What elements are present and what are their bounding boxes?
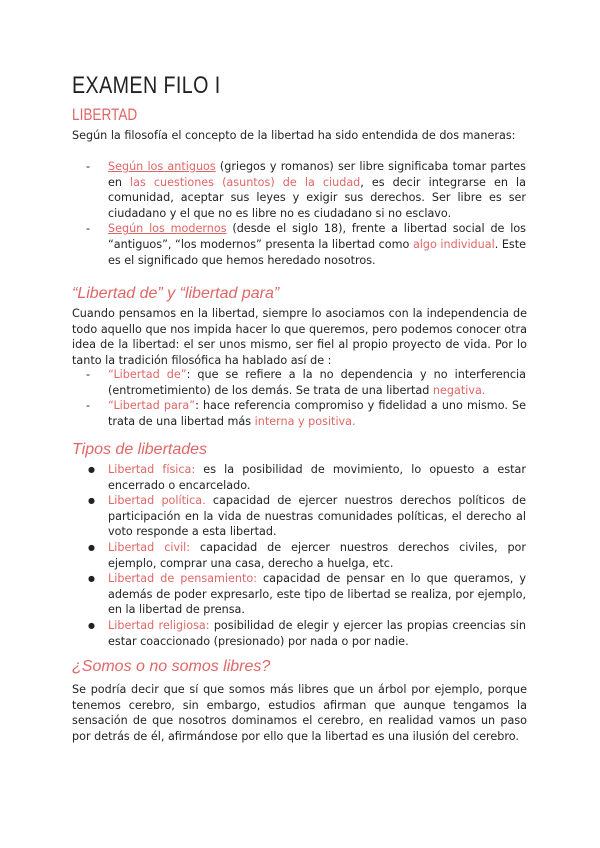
highlight: interna y positiva. [254,414,356,428]
section-heading-tipos: Tipos de libertades [72,441,208,458]
list-item: ● Libertad civil: capacidad de ejercer nuestros derechos civiles, por ejemplo, comprar una casa, derecho a huelga, etc. [108,540,526,571]
term-label: Libertad de pensamiento: [108,572,258,586]
highlight: algo individual [412,237,495,251]
list-item: ● Libertad política. capacidad de ejercer nuestros derechos políticos de participación en la vida de nuestras comunidades políticas, el derecho al voto responde a esta libertad. [108,493,526,540]
list-item: - Según los modernos (desde el siglo 18), frente a libertad social de los “antiguos”, “los modernos” presenta la libertad como algo individual. Este es el significado que hemos heredado nosotros. [108,221,526,268]
list-item: - Según los antiguos (griegos y romanos) ser libre significaba tomar partes en las cuestiones (asuntos) de la ciudad, es decir integrarse en la comunidad, aceptar sus leyes y exigir sus derechos. Ser libre es ser ciudadano y el que no es libre no es ciudadano si no esclavo. [108,159,526,221]
libertad-de-para-paragraph: Cuando pensamos en la libertad, siempre lo asociamos con la independencia de todo aquello que nos impida hacer lo que queremos, pero podemos conocer otra idea de la libertad: el ser unos mismo, ser fiel al propio proyecto de vida. Por lo tanto la tradición filosófica ha hablado así de : [72,307,527,367]
highlight: negativa. [432,383,486,397]
term-label: “Libertad de” [108,368,187,381]
somos-libres-paragraph: Se podría decir que sí que somos más libres que un árbol por ejemplo, porque tenemos cerebro, sin embargo, estudios afirman que aunque tengamos la sensación de que nosotros dominamos el cerebro, en realidad vamos un paso por detrás de él, afirmándose por ello que la libertad es una ilusión del cerebro. [72,683,527,743]
intro-paragraph: Según la filosofía el concepto de la libertad ha sido entendida de dos maneras: [72,129,516,142]
term-label: Libertad civil: [108,540,191,554]
inline-link: Según los antiguos [108,160,216,173]
inline-link: Según los modernos [108,222,227,236]
list-item: ● Libertad de pensamiento: capacidad de pensar en lo que queramos, y además de poder expresarlo, este tipo de libertad se realiza, por ejemplo, en la libertad de prensa. [108,571,526,618]
list-item: ● Libertad religiosa: posibilidad de elegir y ejercer las propias creencias sin estar coaccionado (presionado) por nada o por nadie. [108,618,526,649]
section-heading-libertad-de-para: “Libertad de” y “libertad para” [72,285,280,302]
highlight: las cuestiones (asuntos) de la ciudad [130,175,361,189]
term-label: Libertad religiosa: [108,618,210,632]
section-heading-libertad: LIBERTAD [72,105,138,124]
term-label: Libertad política. [108,494,206,508]
antiguos-modernos-list [108,159,526,268]
section-heading-somos-libres: ¿Somos o no somos libres? [72,658,271,675]
page-title: EXAMEN FILO I [72,72,221,99]
list-item: ● Libertad física: es la posibilidad de movimiento, lo opuesto a estar encerrado o encarcelado. [108,462,526,493]
libertad-de-para-list [108,367,526,429]
list-item: - “Libertad de”: que se refiere a la no dependencia y no interferencia (entrometimiento) de los demás. Se trata de una libertad negativa. [108,367,526,398]
term-label: “Libertad para” [108,399,196,413]
term-label: Libertad física: [108,463,196,476]
list-item: - “Libertad para”: hace referencia compromiso y fidelidad a uno mismo. Se trata de una libertad más interna y positiva. [108,398,526,429]
tipos-list [108,462,526,649]
